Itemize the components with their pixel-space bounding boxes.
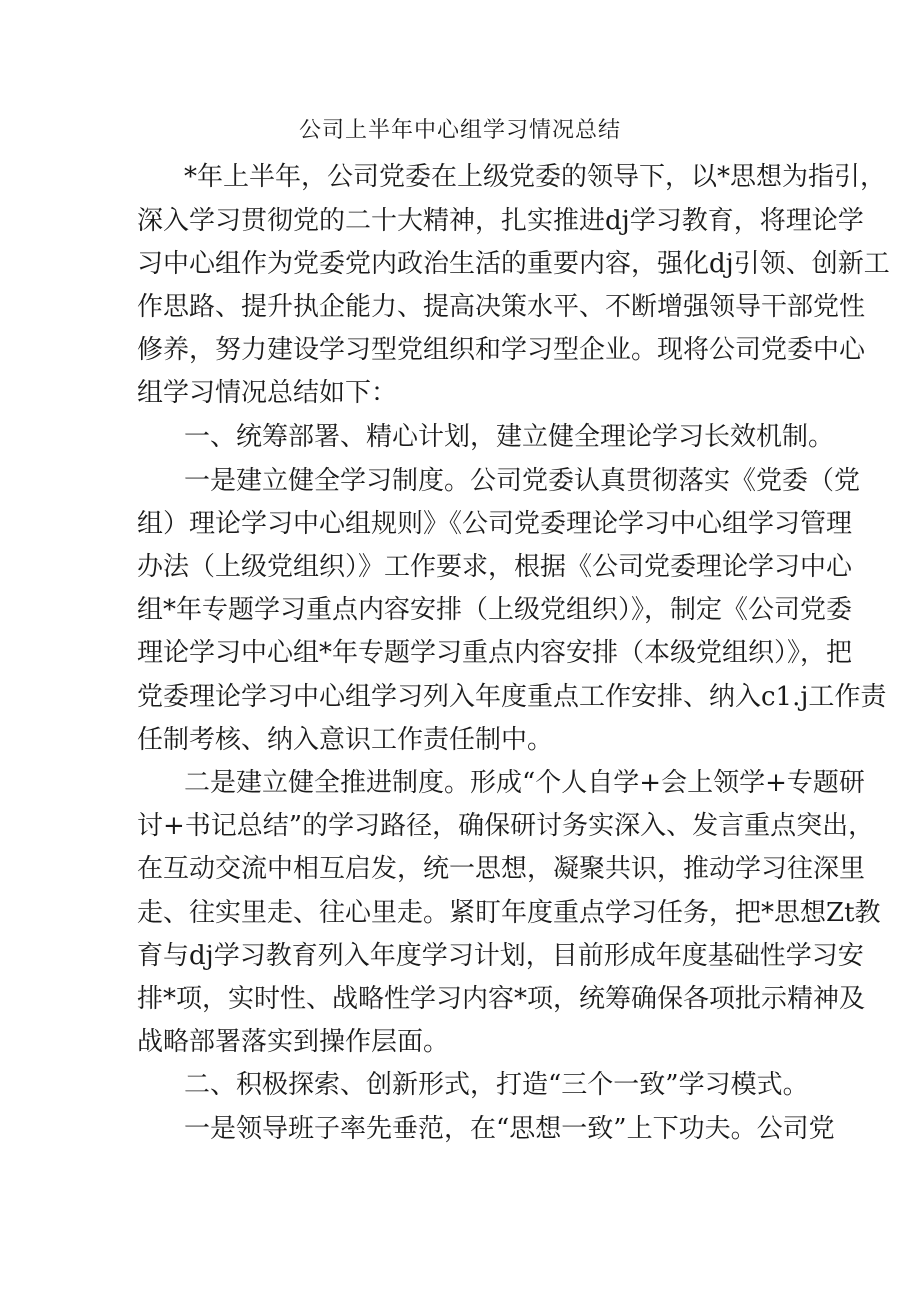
text-line: 深入学习贯彻党的二十大精神，扎实推进dj学习教育，将理论学: [137, 206, 864, 236]
text-line: 一是建立健全学习制度。公司党委认真贯彻落实《党委（党: [184, 466, 861, 496]
text-line: 理论学习中心组*年专题学习重点内容安排（本级党组织）》，把: [137, 638, 853, 668]
text-line: 组）理论学习中心组规则》《公司党委理论学习中心组学习管理: [137, 509, 853, 539]
text-line: 作思路、提升执企能力、提高决策水平、不断增强领导干部党性: [137, 292, 866, 322]
text-line: 在互动交流中相互启发，统一思想，凝聚共识，推动学习往深里: [137, 854, 866, 884]
text-line: 组学习情况总结如下：: [137, 378, 398, 408]
text-line: 组*年专题学习重点内容安排（上级党组织）》，制定《公司党委: [137, 595, 853, 625]
text-line: 修养，努力建设学习型党组织和学习型企业。现将公司党委中心: [137, 335, 866, 365]
section-heading: 一、统筹部署、精心计划，建立健全理论学习长效机制。: [184, 422, 835, 452]
text-line: 办法（上级党组织）》工作要求，根据《公司党委理论学习中心: [137, 552, 853, 582]
text-line: 战略部署落实到操作层面。: [137, 1027, 450, 1057]
text-line: 走、往实里走、往心里走。紧盯年度重点学习任务，把*思想Zt教: [137, 898, 881, 928]
text-line: *年上半年，公司党委在上级党委的领导下，以*思想为指引，: [184, 162, 887, 192]
text-line: 党委理论学习中心组学习列入年度重点工作安排、纳入c1.j工作责: [137, 682, 887, 712]
text-line: 二是建立健全推进制度。形成“个人自学+会上领学+专题研: [184, 768, 865, 798]
text-line: 习中心组作为党委党内政治生活的重要内容，强化dj引领、创新工: [137, 249, 890, 279]
document-title: 公司上半年中心组学习情况总结: [298, 118, 621, 143]
section-heading: 二、积极探索、创新形式，打造“三个一致”学习模式。: [184, 1070, 809, 1100]
text-line: 一是领导班子率先垂范，在“思想一致”上下功夫。公司党: [184, 1114, 835, 1144]
text-line: 讨+书记总结”的学习路径，确保研讨务实深入、发言重点突出，: [137, 811, 875, 841]
text-line: 任制考核、纳入意识工作责任制中。: [137, 725, 554, 755]
text-line: 育与dj学习教育列入年度学习计划，目前形成年度基础性学习安: [137, 941, 864, 971]
text-line: 排*项，实时性、战略性学习内容*项，统筹确保各项批示精神及: [137, 984, 866, 1014]
